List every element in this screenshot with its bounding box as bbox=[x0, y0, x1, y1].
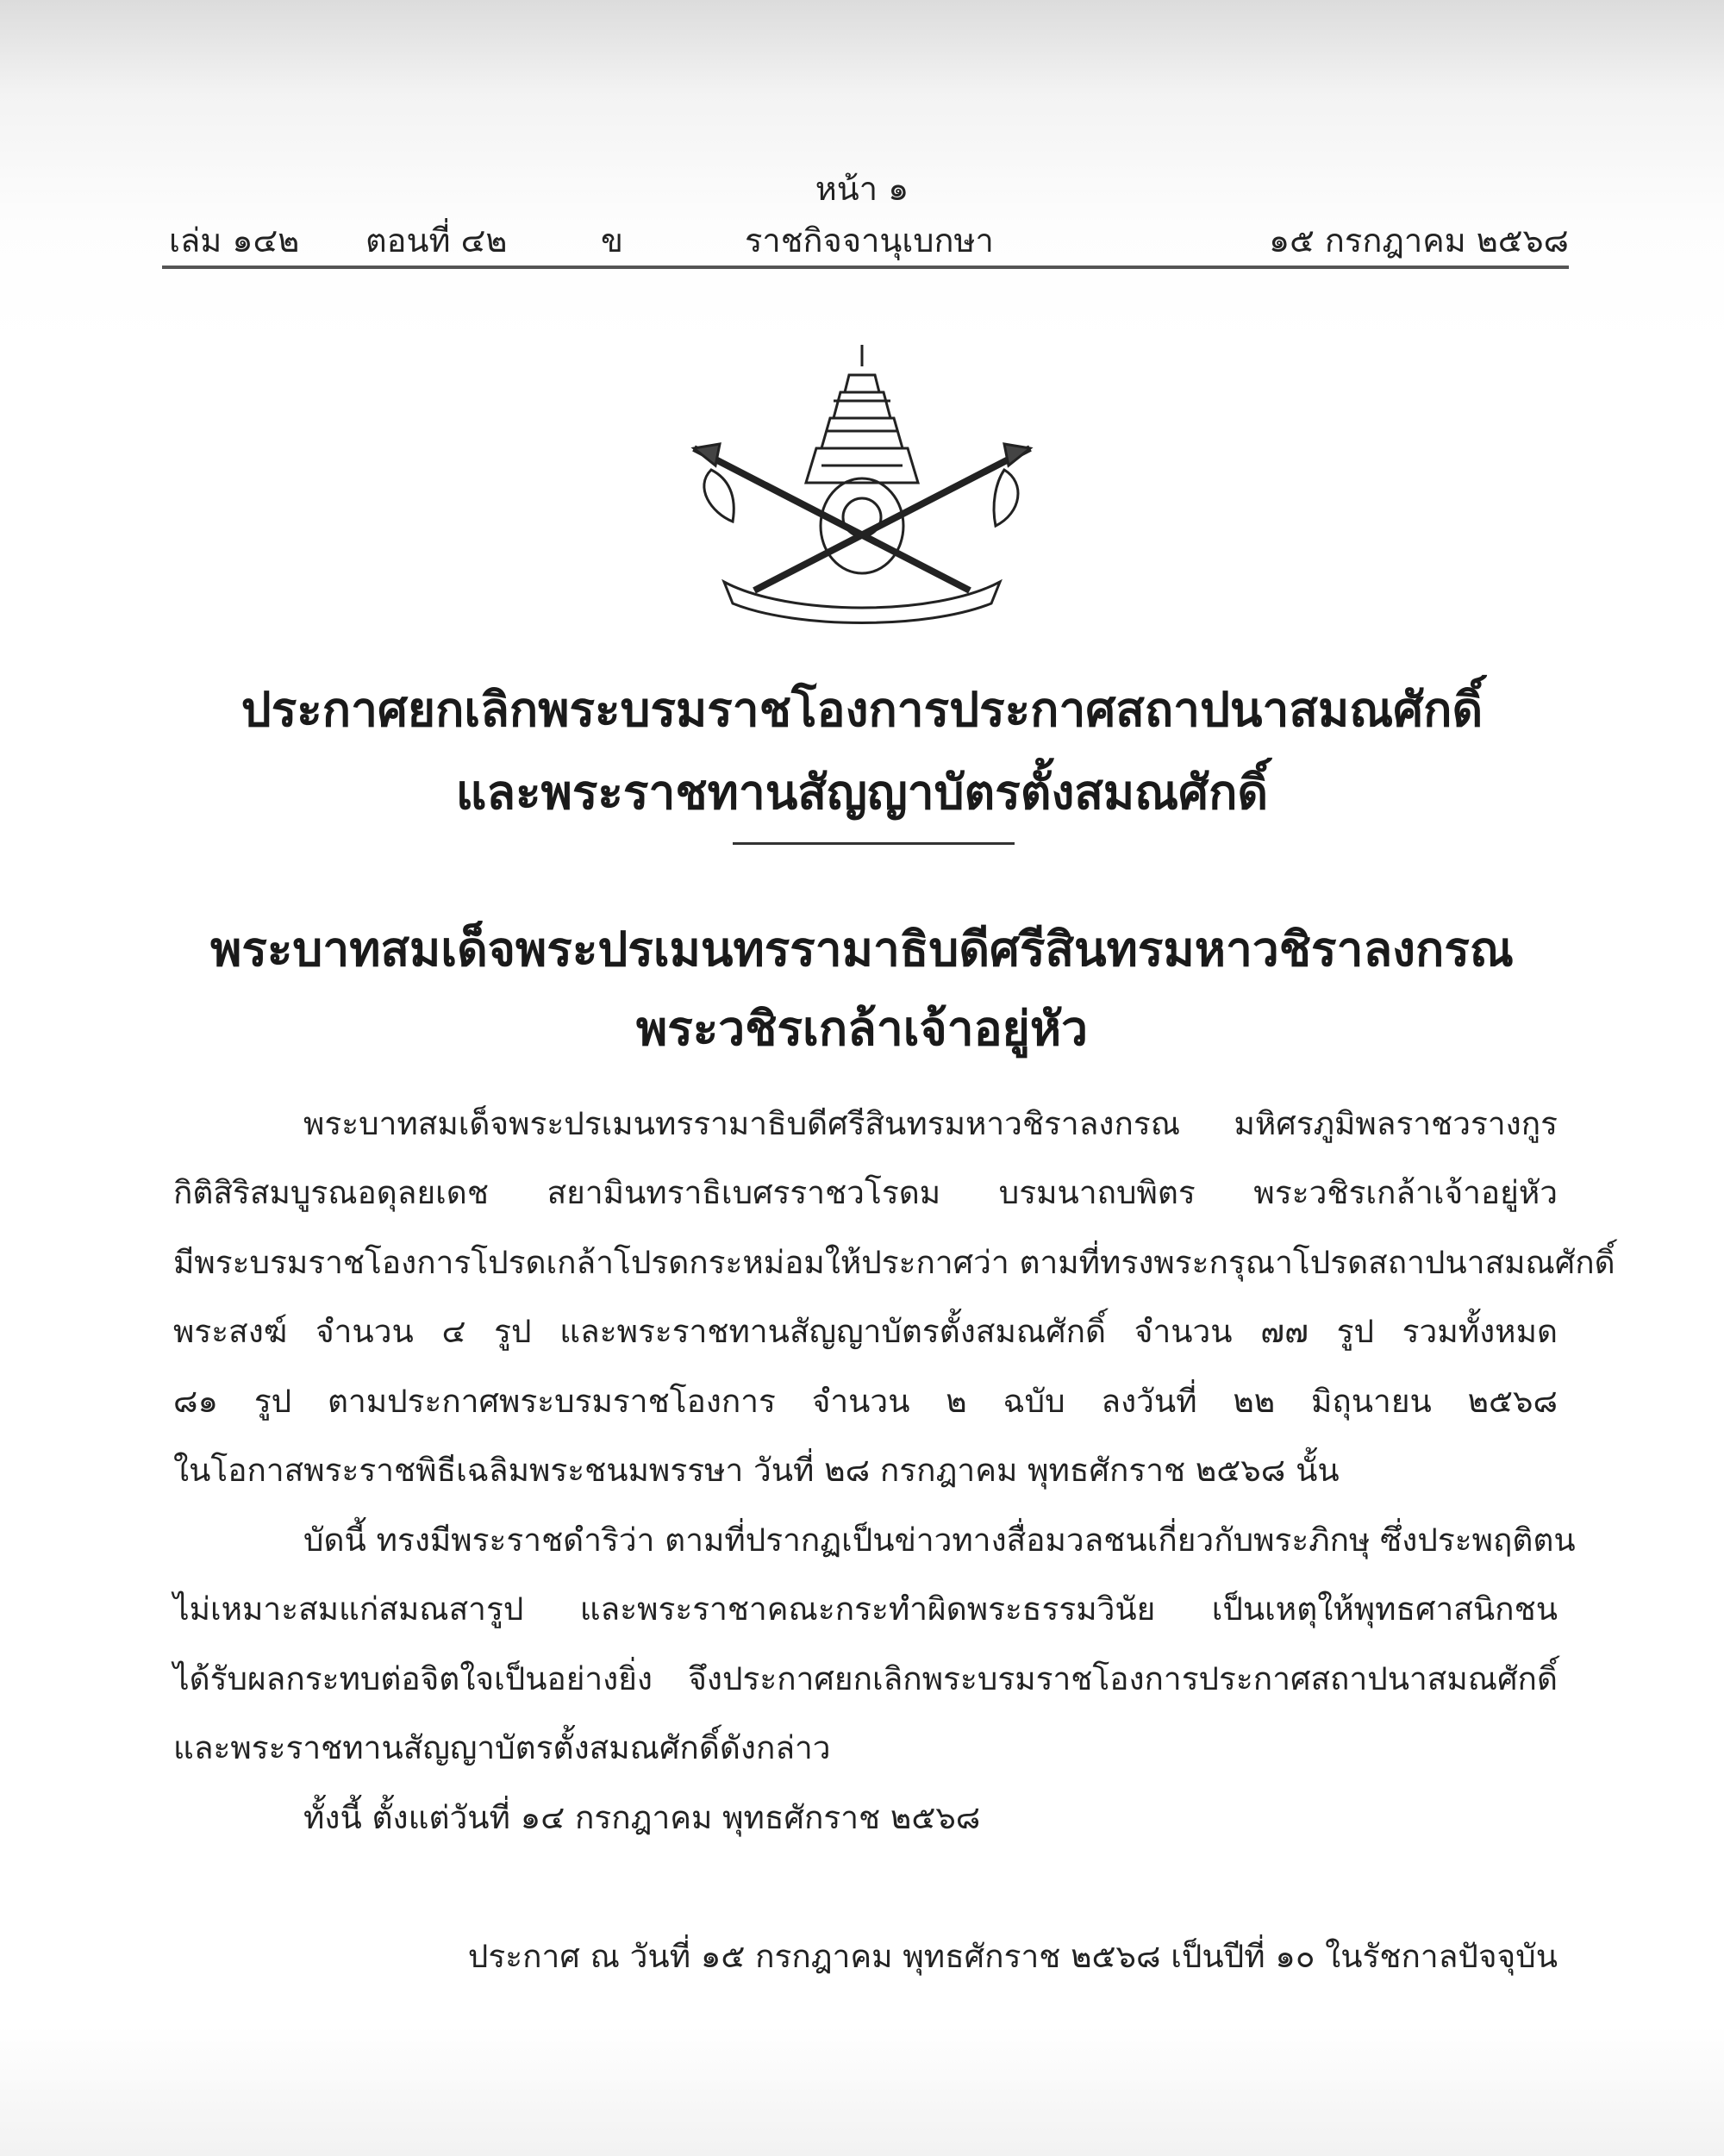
body-line: กิติสิริสมบูรณอดุลยเดช สยามินทราธิเบศรราชวโรดม บรมนาถบพิตร พระวชิรเกล้าเจ้าอยู่หัว bbox=[173, 1174, 1558, 1211]
header-rule bbox=[162, 266, 1569, 269]
section-number: ตอนที่ ๔๒ bbox=[365, 222, 508, 259]
body-line: มีพระบรมราชโองการโปรดเกล้าโปรดกระหม่อมให้ประกาศว่า ตามที่ทรงพระกรุณาโปรดสถาปนาสมณศักดิ์ bbox=[173, 1244, 1615, 1281]
body-line: ในโอกาสพระราชพิธีเฉลิมพระชนมพรรษา วันที่ ๒๘ กรกฎาคม พุทธศักราช ๒๕๖๘ นั้น bbox=[173, 1452, 1340, 1489]
part-label: ข bbox=[601, 222, 623, 259]
body-line: ๘๑ รูป ตามประกาศพระบรมราชโองการ จำนวน ๒ ฉบับ ลงวันที่ ๒๒ มิถุนายน ๒๕๖๘ bbox=[173, 1383, 1558, 1420]
body-line: บัดนี้ ทรงมีพระราชดำริว่า ตามที่ปรากฏเป็นข่าวทางสื่อมวลชนเกี่ยวกับพระภิกษุ ซึ่งประพฤติตน bbox=[303, 1522, 1576, 1559]
title-divider bbox=[733, 842, 1015, 845]
announcement-title-line-2: และพระราชทานสัญญาบัตรตั้งสมณศักดิ์ bbox=[455, 765, 1269, 820]
body-line: ไม่เหมาะสมแก่สมณสารูป และพระราชาคณะกระทำผิดพระธรรมวินัย เป็นเหตุให้พุทธศาสนิกชน bbox=[173, 1590, 1558, 1628]
page-number: หน้า ๑ bbox=[815, 170, 909, 208]
king-name-line-1: พระบาทสมเด็จพระปรเมนทรรามาธิบดีศรีสินทรมหาวชิราลงกรณ bbox=[210, 922, 1514, 977]
royal-emblem-logo bbox=[685, 341, 1039, 634]
body-line: พระสงฆ์ จำนวน ๔ รูป และพระราชทานสัญญาบัตรตั้งสมณศักดิ์ จำนวน ๗๗ รูป รวมทั้งหมด bbox=[173, 1313, 1558, 1350]
body-line: และพระราชทานสัญญาบัตรตั้งสมณศักดิ์ดังกล่าว bbox=[173, 1729, 831, 1766]
announcement-title-line-1: ประกาศยกเลิกพระบรมราชโองการประกาศสถาปนาสมณศักดิ์ bbox=[240, 682, 1484, 737]
body-line: พระบาทสมเด็จพระปรเมนทรรามาธิบดีศรีสินทรมหาวชิราลงกรณ มหิศรภูมิพลราชวรางกูร bbox=[303, 1105, 1558, 1142]
publication-date: ๑๕ กรกฎาคม ๒๕๖๘ bbox=[1268, 222, 1569, 259]
closing-date-line: ประกาศ ณ วันที่ ๑๕ กรกฎาคม พุทธศักราช ๒๕๖๘ เป็นปีที่ ๑๐ ในรัชกาลปัจจุบัน bbox=[467, 1938, 1558, 1975]
body-paragraph-3: ทั้งนี้ ตั้งแต่วันที่ ๑๔ กรกฎาคม พุทธศักราช ๒๕๖๘ bbox=[303, 1799, 981, 1836]
volume-number: เล่ม ๑๔๒ bbox=[169, 222, 300, 259]
king-name-line-2: พระวชิรเกล้าเจ้าอยู่หัว bbox=[635, 1001, 1089, 1056]
body-line: ได้รับผลกระทบต่อจิตใจเป็นอย่างยิ่ง จึงประกาศยกเลิกพระบรมราชโองการประกาศสถาปนาสมณศักดิ์ bbox=[173, 1660, 1558, 1697]
publication-name: ราชกิจจานุเบกษา bbox=[745, 222, 994, 259]
